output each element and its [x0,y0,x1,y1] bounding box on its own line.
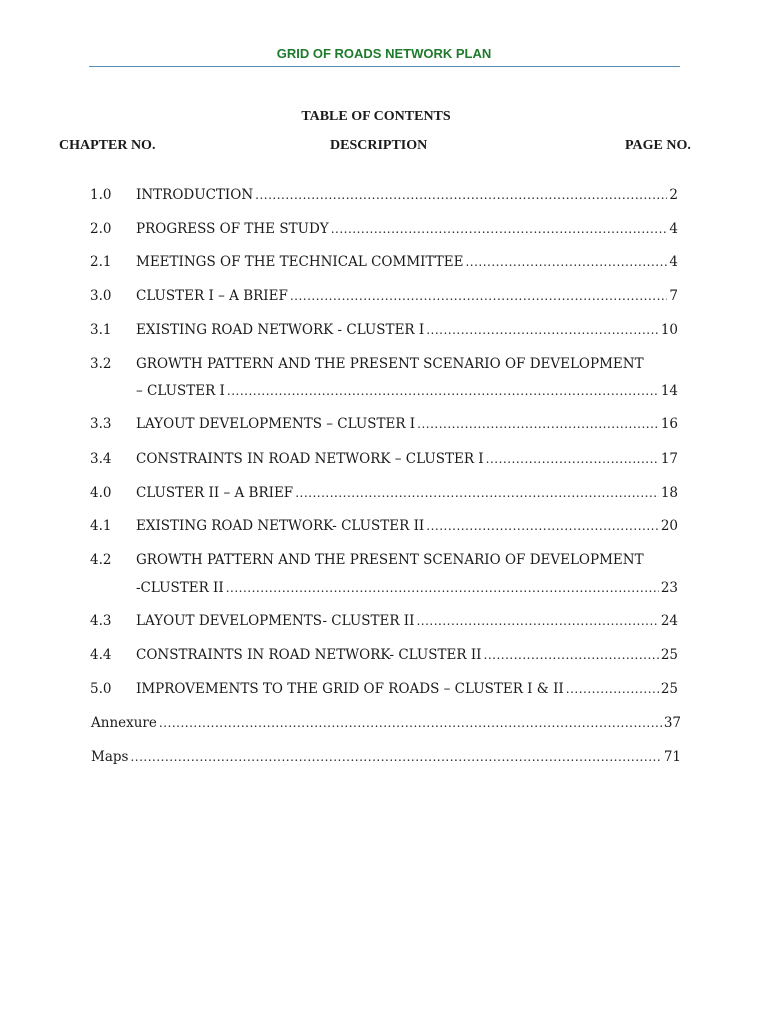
dot-leader [426,517,659,535]
toc-entry-line [136,484,678,502]
dot-leader [255,186,667,204]
toc-entry-page: 4 [669,254,678,270]
dot-leader [486,450,659,468]
column-header-description: DESCRIPTION [330,138,428,153]
toc-entry-body [136,517,678,535]
toc-entry-number: 2.1 [90,254,112,270]
toc-entry-line [136,680,678,698]
toc-entry-title: CLUSTER II – A BRIEF [136,485,294,501]
toc-entry-number: 4.1 [90,518,112,534]
toc-entry-number: 3.3 [90,416,112,432]
toc-entry-number: 3.0 [90,288,112,304]
dot-leader [417,415,659,433]
dot-leader [159,714,662,732]
dot-leader [290,287,668,305]
toc-entry-page: 71 [663,749,681,765]
toc-entry-page: 25 [660,647,678,663]
toc-entry-number: 3.4 [90,451,112,467]
toc-entry-body [136,680,678,698]
toc-entry-body [136,355,678,400]
toc-entry-title: Maps [91,749,129,765]
toc-entry-number: 1.0 [90,187,112,203]
dot-leader [465,253,667,271]
toc-entry-page: 37 [663,715,681,731]
toc-entry-line [91,714,681,732]
toc-entry-line [136,382,678,400]
toc-entry-page: 23 [660,580,678,596]
dot-leader [227,382,659,400]
toc-entry-line [136,186,678,204]
toc-entry-page: 14 [660,383,678,399]
toc-entry-body [136,287,678,305]
toc-entry-body [136,484,678,502]
toc-entry-number: 4.2 [90,552,112,568]
toc-entry-number: 4.0 [90,485,112,501]
toc-entry-page: 2 [669,187,678,203]
dot-leader [331,220,668,238]
toc-entry-page: 20 [660,518,678,534]
toc-entry-line [91,748,681,766]
toc-entry-number: 4.4 [90,647,112,663]
toc-entry-body [136,450,678,468]
dot-leader [426,321,659,339]
toc-entry-title: LAYOUT DEVELOPMENTS – CLUSTER I [136,416,416,432]
toc-entry-number: 2.0 [90,221,112,237]
toc-entry-page: 16 [660,416,678,432]
toc-entry-line [136,646,678,664]
dot-leader [566,680,659,698]
dot-leader [130,748,661,766]
dot-leader [484,646,659,664]
toc-entry-line [136,612,678,630]
toc-entry-number: 3.2 [90,356,112,372]
toc-entry-line [136,450,678,468]
toc-entry-title: – CLUSTER I [136,383,225,399]
toc-entry-title: IMPROVEMENTS TO THE GRID OF ROADS – CLUSTER I & II [136,681,564,697]
toc-entry-title-line1: GROWTH PATTERN AND THE PRESENT SCENARIO OF DEVELOPMENT [136,356,644,372]
toc-entry-page: 25 [660,681,678,697]
toc-entry-body [136,321,678,339]
toc-entry-page: 10 [660,322,678,338]
toc-entry-line [136,220,678,238]
toc-entry-title: CONSTRAINTS IN ROAD NETWORK- CLUSTER II [136,647,482,663]
toc-entry-title: CLUSTER I – A BRIEF [136,288,288,304]
toc-entry-page: 17 [660,451,678,467]
toc-entry-body [136,551,678,597]
toc-entry-page: 18 [660,485,678,501]
running-header-title: GRID OF ROADS NETWORK PLAN [276,46,492,61]
toc-entry-title: PROGRESS OF THE STUDY [136,221,329,237]
toc-entry-title-line1: GROWTH PATTERN AND THE PRESENT SCENARIO OF DEVELOPMENT [136,552,644,568]
toc-entry-title: -CLUSTER II [136,580,224,596]
toc-entry-number: 5.0 [90,681,112,697]
header-divider [89,66,680,67]
toc-entry-title: Annexure [91,715,157,731]
toc-entry-line [136,579,678,597]
toc-entry-line [136,517,678,535]
toc-entry-title: INTRODUCTION [136,187,254,203]
toc-heading: TABLE OF CONTENTS [301,109,451,124]
toc-entry-title: EXISTING ROAD NETWORK- CLUSTER II [136,518,425,534]
toc-entry-title: CONSTRAINTS IN ROAD NETWORK – CLUSTER I [136,451,484,467]
toc-entry-page: 7 [669,288,678,304]
toc-entry-title: LAYOUT DEVELOPMENTS- CLUSTER II [136,613,415,629]
toc-entry-page: 4 [669,221,678,237]
toc-entry-title: EXISTING ROAD NETWORK - CLUSTER I [136,322,425,338]
dot-leader [416,612,658,630]
dot-leader [226,579,659,597]
toc-entry-line [136,321,678,339]
toc-entry-number: 3.1 [90,322,112,338]
toc-entry-body [136,186,678,204]
toc-entry-body [136,415,678,433]
toc-entry-body [136,646,678,664]
toc-entry-body [136,253,678,271]
toc-entry-line [136,253,678,271]
toc-entry-body [136,612,678,630]
toc-entry-body [136,220,678,238]
column-header-page: PAGE NO. [625,138,691,153]
toc-entry-title: MEETINGS OF THE TECHNICAL COMMITTEE [136,254,464,270]
toc-entry-line [136,287,678,305]
column-header-chapter: CHAPTER NO. [59,138,156,153]
toc-entry-body [91,748,681,766]
toc-entry-number: 4.3 [90,613,112,629]
toc-entry-line [136,415,678,433]
dot-leader [295,484,659,502]
toc-entry-body [91,714,681,732]
toc-entry-page: 24 [660,613,678,629]
